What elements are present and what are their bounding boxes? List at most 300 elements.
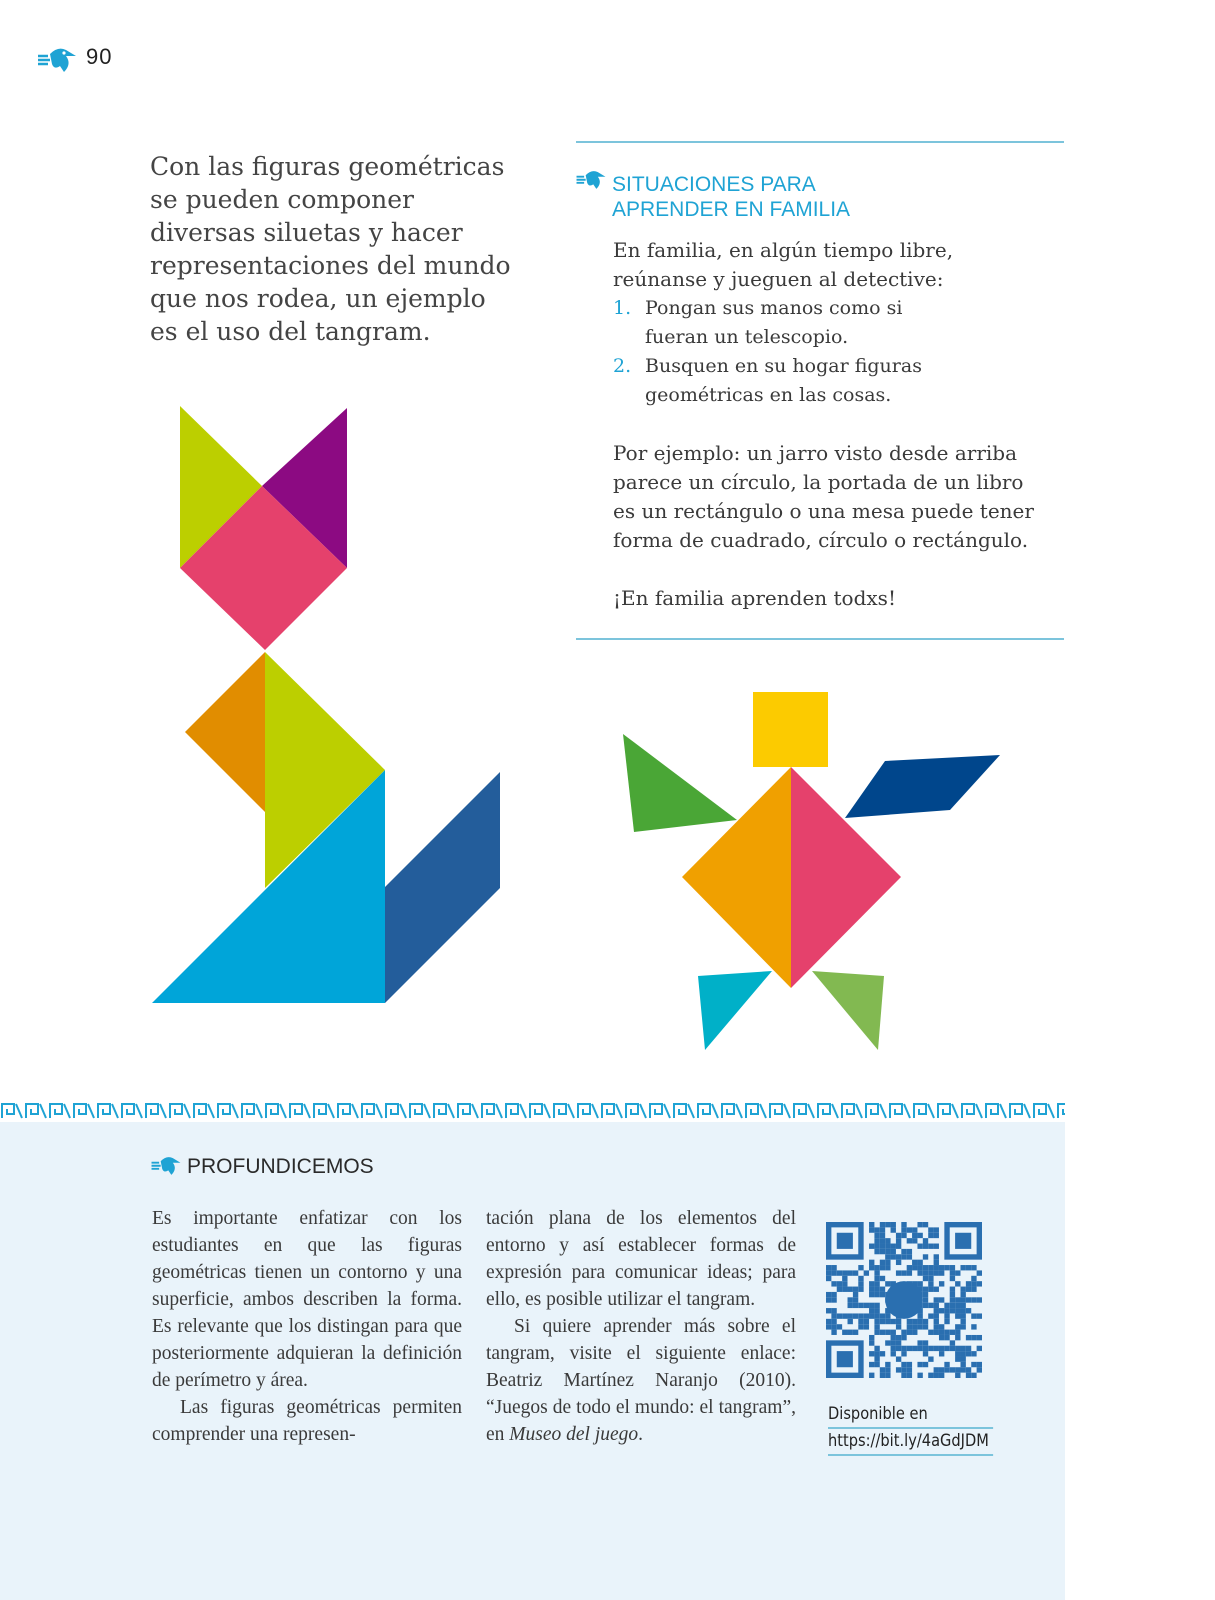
qr-module [923,1254,928,1259]
qr-module [858,1313,863,1318]
qr-module [950,1287,955,1292]
qr-module [885,1260,890,1265]
qr-module [901,1330,906,1335]
qr-module [950,1308,955,1313]
qr-module [864,1270,869,1275]
qr-module [837,1287,842,1292]
qr-module [944,1335,949,1340]
qr-module [928,1244,933,1249]
qr-module [939,1330,944,1335]
qr-module [971,1287,976,1292]
qr-module [907,1346,912,1351]
example-line: forma de cuadrado, círculo o rectángulo. [613,528,1029,552]
qr-module [928,1227,933,1232]
qr-module [891,1227,896,1232]
qr-module [977,1313,982,1318]
qr-module [923,1346,928,1351]
qr-module [831,1292,836,1297]
qr-module [880,1233,885,1238]
figure-right-leg [812,971,884,1050]
qr-module [891,1340,896,1345]
qr-module [896,1233,901,1238]
qr-module [928,1265,933,1270]
qr-module [880,1260,885,1265]
qr-module [960,1346,965,1351]
qr-module [923,1276,928,1281]
qr-module [950,1367,955,1372]
qr-module [912,1265,917,1270]
qr-module [917,1265,922,1270]
qr-module [950,1276,955,1281]
qr-module [907,1324,912,1329]
qr-module [880,1249,885,1254]
qr-module [858,1324,863,1329]
qr-module [880,1351,885,1356]
reference-paragraph [486,1313,796,1448]
qr-module [971,1324,976,1329]
qr-module [960,1303,965,1308]
qr-code[interactable] [826,1222,982,1378]
qr-module [864,1303,869,1308]
qr-module [896,1324,901,1329]
qr-module [880,1330,885,1335]
qr-module [891,1254,896,1259]
qr-module [907,1265,912,1270]
qr-module [896,1270,901,1275]
qr-module [934,1303,939,1308]
qr-module [885,1254,890,1259]
qr-module [928,1346,933,1351]
qr-module [923,1303,928,1308]
qr-module [896,1335,901,1340]
qr-module [853,1270,858,1275]
qr-module [826,1308,831,1313]
qr-module [966,1265,971,1270]
qr-module [869,1308,874,1313]
qr-module [923,1362,928,1367]
qr-module [831,1270,836,1275]
qr-module [853,1313,858,1318]
step-text: Busquen en su hogar figuras [645,355,922,377]
qr-module [853,1303,858,1308]
qr-module [848,1303,853,1308]
qr-module [912,1346,917,1351]
qr-module [869,1244,874,1249]
qr-module [907,1238,912,1243]
qr-module [971,1276,976,1281]
qr-module [885,1222,890,1227]
qr-module [934,1346,939,1351]
qr-module [960,1351,965,1356]
qr-module [950,1297,955,1302]
qr-module [977,1335,982,1340]
qr-module [891,1346,896,1351]
qr-module [950,1292,955,1297]
qr-module [944,1313,949,1318]
qr-module [848,1313,853,1318]
qr-module [939,1281,944,1286]
qr-module [934,1308,939,1313]
qr-module [831,1308,836,1313]
qr-module [869,1335,874,1340]
qr-module [977,1297,982,1302]
qr-module [885,1313,890,1318]
qr-module [874,1249,879,1254]
qr-module [869,1265,874,1270]
qr-link[interactable]: https://bit.ly/4aGdJDM [828,1429,993,1456]
qr-module [891,1249,896,1254]
qr-module [923,1351,928,1356]
qr-module [907,1330,912,1335]
qr-module [977,1346,982,1351]
qr-module [885,1238,890,1243]
figure-head [753,692,828,767]
qr-module [896,1254,901,1259]
qr-module [869,1287,874,1292]
qr-module [917,1373,922,1378]
qr-module [971,1373,976,1378]
qr-module [917,1244,922,1249]
qr-module [923,1244,928,1249]
qr-module [896,1319,901,1324]
cat-neck [185,652,265,812]
qr-module [901,1233,906,1238]
qr-module [928,1303,933,1308]
qr-module [907,1367,912,1372]
qr-module [939,1324,944,1329]
qr-module [955,1281,960,1286]
qr-module [928,1233,933,1238]
qr-module [955,1373,960,1378]
qr-module [896,1244,901,1249]
qr-module [885,1281,890,1286]
qr-module [966,1335,971,1340]
qr-finder-core [955,1233,971,1249]
qr-module [869,1292,874,1297]
qr-module [960,1308,965,1313]
qr-module [923,1297,928,1302]
qr-module [934,1330,939,1335]
qr-module [880,1276,885,1281]
qr-module [848,1319,853,1324]
tangram-figure [623,692,1000,1050]
qr-module [917,1281,922,1286]
qr-module [912,1233,917,1238]
qr-module [966,1373,971,1378]
qr-module [880,1313,885,1318]
qr-caption [828,1402,1020,1456]
qr-module [966,1297,971,1302]
qr-module [901,1249,906,1254]
qr-module [874,1244,879,1249]
qr-module [950,1340,955,1345]
qr-module [869,1313,874,1318]
qr-module [939,1346,944,1351]
text-column-1 [152,1205,462,1448]
qr-module [831,1281,836,1286]
qr-module [950,1346,955,1351]
qr-module [955,1335,960,1340]
qr-module [869,1340,874,1345]
qr-module [971,1297,976,1302]
qr-module [971,1362,976,1367]
qr-module [837,1313,842,1318]
qr-module [960,1265,965,1270]
qr-module [928,1356,933,1361]
qr-module [955,1367,960,1372]
qr-module [960,1287,965,1292]
qr-module [960,1324,965,1329]
qr-module [864,1324,869,1329]
qr-module [977,1281,982,1286]
qr-module [826,1319,831,1324]
qr-module [831,1330,836,1335]
qr-module [944,1319,949,1324]
qr-module [858,1265,863,1270]
qr-module [874,1362,879,1367]
qr-module [837,1324,842,1329]
example-line: parece un círculo, la portada de un libro [613,470,1024,494]
example-line: es un rectángulo o una mesa puede tener [613,499,1034,523]
qr-module [874,1270,879,1275]
qr-module [977,1362,982,1367]
qr-module [971,1351,976,1356]
qr-module [939,1335,944,1340]
qr-module [944,1367,949,1372]
qr-module [944,1346,949,1351]
qr-module [934,1324,939,1329]
qr-module [934,1227,939,1232]
qr-module [880,1227,885,1232]
intro-line: Con las figuras geométricas [150,152,505,181]
qr-module [896,1260,901,1265]
qr-module [917,1346,922,1351]
qr-module [939,1373,944,1378]
qr-module [869,1260,874,1265]
box-intro-line: reúnanse y jueguen al detective: [613,267,944,291]
qr-module [955,1324,960,1329]
qr-module [923,1270,928,1275]
qr-module [939,1270,944,1275]
qr-module [960,1292,965,1297]
qr-module [928,1276,933,1281]
qr-module [880,1265,885,1270]
qr-module [826,1324,831,1329]
qr-module [912,1238,917,1243]
qr-module [848,1330,853,1335]
qr-module [901,1227,906,1232]
qr-module [939,1367,944,1372]
qr-module [869,1373,874,1378]
qr-module [826,1292,831,1297]
qr-module [971,1281,976,1286]
qr-module [853,1287,858,1292]
qr-module [939,1265,944,1270]
intro-line: que nos rodea, un ejemplo [150,284,486,313]
qr-module [880,1222,885,1227]
qr-module [858,1281,863,1286]
qr-module [923,1222,928,1227]
qr-module [853,1292,858,1297]
qr-module [923,1287,928,1292]
qr-module [874,1356,879,1361]
title-line: APRENDER EN FAMILIA [612,198,851,221]
qr-module [901,1254,906,1259]
intro-line: se pueden componer [150,185,414,214]
qr-module [934,1233,939,1238]
available-label: Disponible en [828,1402,993,1429]
qr-module [934,1244,939,1249]
step-text: fueran un telescopio. [645,326,849,348]
qr-module [934,1270,939,1275]
qr-finder-core [837,1233,853,1249]
qr-module [880,1319,885,1324]
qr-module [934,1373,939,1378]
qr-module [869,1362,874,1367]
qr-module [966,1351,971,1356]
step-number: 1. [613,297,632,319]
qr-module [960,1362,965,1367]
qr-module [928,1270,933,1275]
qr-module [912,1319,917,1324]
qr-module [848,1297,853,1302]
qr-module [880,1244,885,1249]
qr-module [869,1281,874,1286]
qr-module [891,1330,896,1335]
qr-module [934,1297,939,1302]
qr-module [907,1373,912,1378]
qr-module [901,1373,906,1378]
wifi-icon [885,1281,923,1319]
qr-module [934,1313,939,1318]
qr-module [874,1281,879,1286]
qr-module [917,1222,922,1227]
qr-module [885,1373,890,1378]
qr-module [966,1346,971,1351]
qr-module [923,1340,928,1345]
box-intro-line: En familia, en algún tiempo libre, [613,238,954,262]
qr-module [944,1265,949,1270]
qr-module [880,1287,885,1292]
qr-module [842,1281,847,1286]
qr-module [923,1238,928,1243]
qr-module [869,1303,874,1308]
hummingbird-icon [150,1152,182,1178]
qr-module [928,1330,933,1335]
qr-module [955,1313,960,1318]
qr-module [885,1244,890,1249]
intro-line: representaciones del mundo [150,251,511,280]
qr-module [874,1233,879,1238]
qr-module [831,1265,836,1270]
qr-module [966,1287,971,1292]
qr-module [869,1222,874,1227]
qr-module [939,1297,944,1302]
qr-module [917,1362,922,1367]
qr-module [977,1367,982,1372]
qr-module [826,1297,831,1302]
qr-module [901,1222,906,1227]
qr-module [874,1287,879,1292]
qr-module [874,1330,879,1335]
qr-module [912,1260,917,1265]
qr-module [874,1276,879,1281]
qr-module [934,1265,939,1270]
paragraph: Es importante enfatizar con los estudiantes en que las figuras geométricas tienen un contorno y una superficie, ambos describen la forma. Es relevante que los distingan para que posteriormente adquieran la definición de perímetro y área. [152,1208,462,1391]
qr-module [842,1287,847,1292]
qr-module [885,1367,890,1372]
qr-module [864,1313,869,1318]
qr-module [955,1303,960,1308]
qr-module [934,1287,939,1292]
figure-right-arm [845,755,1000,818]
qr-module [891,1244,896,1249]
qr-module [891,1319,896,1324]
qr-module [848,1270,853,1275]
qr-module [923,1319,928,1324]
qr-module [885,1330,890,1335]
qr-module [858,1303,863,1308]
qr-module [960,1297,965,1302]
qr-module [955,1270,960,1275]
qr-module [848,1287,853,1292]
figure-left-leg [698,971,772,1050]
qr-module [939,1351,944,1356]
reference-end: . [638,1424,644,1445]
qr-module [960,1313,965,1318]
qr-module [853,1330,858,1335]
qr-module [874,1292,879,1297]
qr-module [858,1319,863,1324]
qr-module [912,1227,917,1232]
qr-module [874,1351,879,1356]
qr-module [880,1292,885,1297]
qr-module [955,1297,960,1302]
qr-module [928,1281,933,1286]
qr-module [917,1340,922,1345]
qr-module [955,1356,960,1361]
qr-module [944,1362,949,1367]
qr-module [896,1367,901,1372]
qr-module [901,1351,906,1356]
qr-module [880,1238,885,1243]
reference-source: Museo del juego [509,1424,639,1445]
qr-module [960,1319,965,1324]
qr-module [880,1367,885,1372]
greek-key-border [0,1100,1065,1122]
qr-module [831,1319,836,1324]
qr-module [923,1292,928,1297]
tangram-cat [152,406,500,1003]
qr-module [885,1319,890,1324]
qr-module [928,1313,933,1318]
qr-module [901,1270,906,1275]
qr-module [917,1270,922,1275]
figure-left-arm [623,734,737,832]
qr-module [842,1276,847,1281]
qr-module [907,1362,912,1367]
qr-module [885,1340,890,1345]
qr-module [885,1249,890,1254]
qr-module [901,1367,906,1372]
qr-module [896,1238,901,1243]
qr-module [837,1270,842,1275]
qr-module [874,1324,879,1329]
qr-module [955,1351,960,1356]
qr-module [950,1265,955,1270]
step-text: geométricas en las cosas. [645,384,892,406]
qr-module [907,1270,912,1275]
